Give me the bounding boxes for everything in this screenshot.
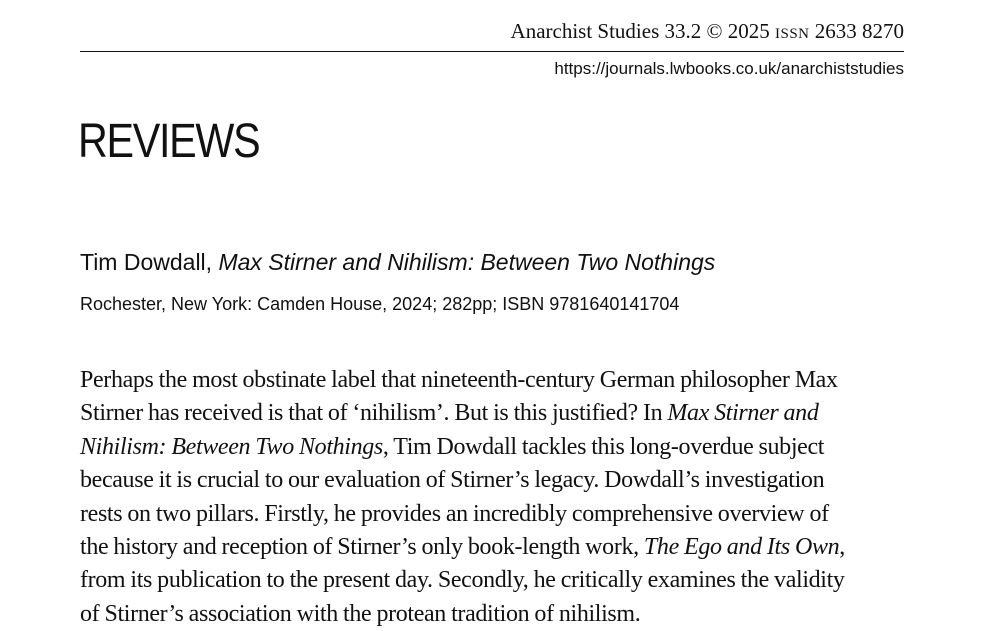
paragraph-line xyxy=(80,397,906,430)
paragraph-text: Stirner has received is that of ‘nihilism’. But is this justified? In xyxy=(80,400,668,427)
paragraph-line xyxy=(80,431,906,464)
paragraph-text: , xyxy=(839,534,845,561)
journal-citation xyxy=(0,19,904,44)
paragraph-line: from its publication to the present day. Secondly, he critically examines the validity xyxy=(80,567,845,594)
journal-name: Anarchist Studies 33.2 © 2025 xyxy=(510,19,770,43)
section-title: REVIEWS xyxy=(78,115,260,168)
issn-number: 2633 8270 xyxy=(814,19,904,43)
review-author: Tim Dowdall, xyxy=(80,249,219,275)
book-title-italic: Max Stirner and xyxy=(667,400,819,427)
paragraph-line: because it is crucial to our evaluation of Stirner’s legacy. Dowdall’s investigation xyxy=(80,467,825,494)
paragraph-line xyxy=(80,531,906,564)
paragraph-text: the history and reception of Stirner’s only book-length work, xyxy=(80,534,644,561)
paragraph-text: , Tim Dowdall tackles this long-overdue subject xyxy=(382,433,825,460)
header-rule xyxy=(80,51,904,52)
review-heading xyxy=(80,249,715,276)
book-title-italic: Nihilism: Between Two Nothings xyxy=(80,433,383,460)
review-book-title: Max Stirner and Nihilism: Between Two Nothings xyxy=(218,249,716,275)
paragraph-line: rests on two pillars. Firstly, he provides an incredibly comprehensive overview of xyxy=(80,500,829,527)
paragraph-line: Perhaps the most obstinate label that nineteenth-century German philosopher Max xyxy=(80,367,838,393)
journal-url[interactable]: https://journals.lwbooks.co.uk/anarchiststudies xyxy=(554,59,904,78)
review-paragraph xyxy=(80,364,906,631)
publication-details: Rochester, New York: Camden House, 2024; 282pp; ISBN 9781640141704 xyxy=(80,294,680,314)
work-title-italic: The Ego and Its Own xyxy=(643,534,840,561)
issn-label: issn xyxy=(774,19,810,43)
paragraph-line: of Stirner’s association with the protean tradition of nihilism. xyxy=(80,600,641,627)
